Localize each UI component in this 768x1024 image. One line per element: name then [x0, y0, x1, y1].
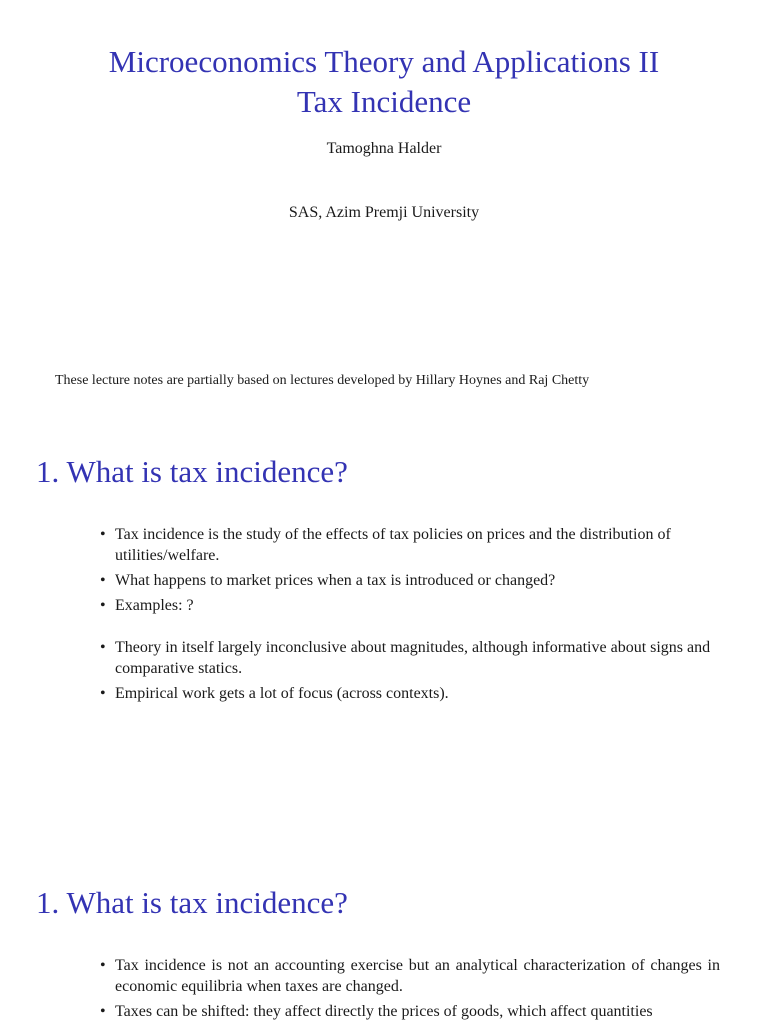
bullet-icon: •: [100, 572, 106, 589]
list-item: • Theory in itself largely inconclusive about magnitudes, although informative about signs and comparative statics.: [100, 639, 711, 677]
slide-title: 1. What is tax incidence?: [36, 885, 348, 920]
list-item: • What happens to market prices when a tax is introduced or changed?: [100, 572, 556, 589]
bullet-icon: •: [100, 639, 106, 656]
title-line-1: Microeconomics Theory and Applications II: [108, 44, 660, 79]
author-name: Tamoghna Halder: [326, 140, 442, 157]
bullet-list-2: [98, 637, 720, 708]
bullet-list-1: [98, 524, 720, 620]
list-item: • Examples: ?: [100, 597, 194, 614]
slide-what-is-tax-incidence-2: [0, 850, 768, 1024]
bullet-icon: •: [100, 526, 106, 543]
title-line-2: Tax Incidence: [296, 84, 472, 119]
bullet-list: [98, 955, 720, 1024]
list-item: • Tax incidence is not an accounting exercise but an analytical characterization of changes in economic equilibria when taxes are changed.: [100, 957, 720, 995]
title-slide: [0, 0, 768, 420]
list-item: • Taxes can be shifted: they affect directly the prices of goods, which affect quantities: [100, 1003, 653, 1020]
list-item: • Empirical work gets a lot of focus (across contexts).: [100, 685, 449, 702]
bullet-icon: •: [100, 1003, 106, 1020]
slide-what-is-tax-incidence-1: [0, 420, 768, 850]
presentation-title: [0, 42, 768, 122]
bullet-icon: •: [100, 685, 106, 702]
institute-name: SAS, Azim Premji University: [288, 204, 480, 221]
bullet-icon: •: [100, 957, 106, 974]
list-item: • Tax incidence is the study of the effects of tax policies on prices and the distribution of utilities/welfare.: [100, 526, 671, 564]
slide-title: 1. What is tax incidence?: [36, 454, 348, 489]
acknowledgement-note: These lecture notes are partially based on lectures developed by Hillary Hoynes and Raj Chetty: [55, 373, 590, 388]
bullet-icon: •: [100, 597, 106, 614]
